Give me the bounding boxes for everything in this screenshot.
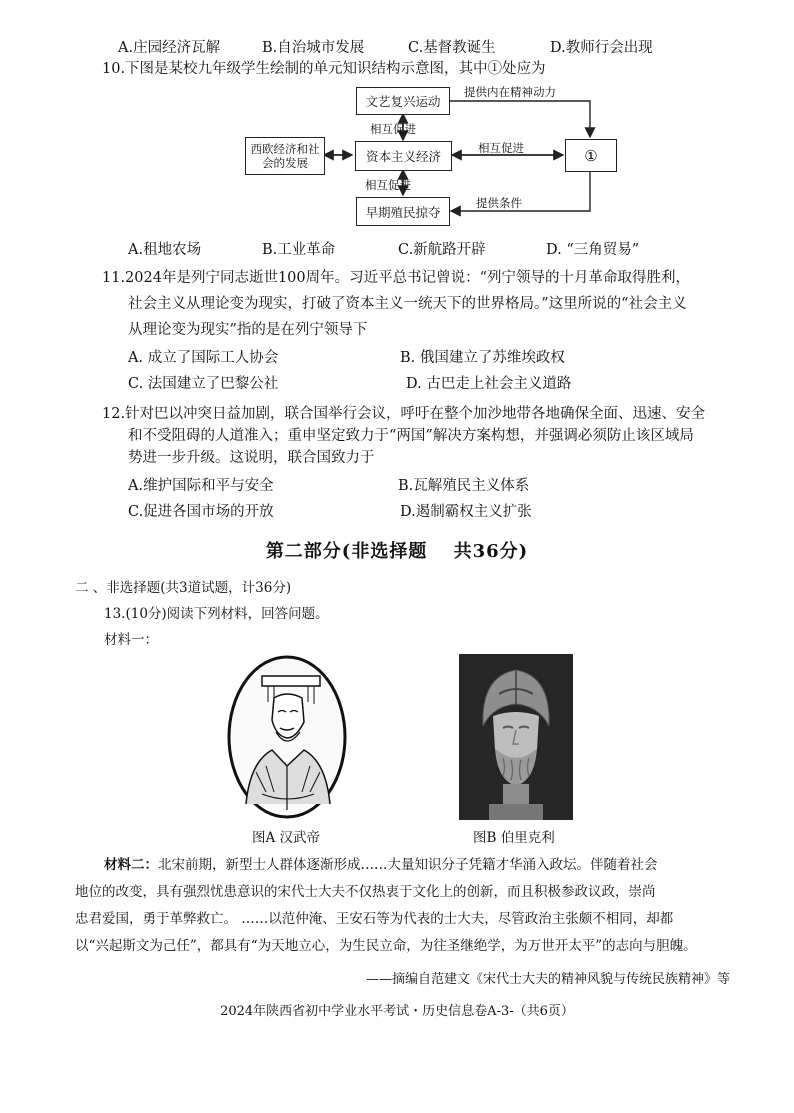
- material1-label: 材料一：: [104, 632, 158, 648]
- material2-line-4: 以“兴起斯文为己任”，都具有“为天地立心，为生民立命，为往圣继绝学，为万世开太平”的志向与胆魄。: [75, 938, 697, 954]
- material2-line-1: 北宋前期，新型士人群体逐渐形成……大量知识分子凭籍才华涌入政坛。伴随着社会: [158, 857, 658, 873]
- q11-option-a: A. 成立了国际工人协会: [128, 350, 279, 366]
- label-mutual-right: 相互促进: [478, 141, 524, 155]
- q12-option-b: B.瓦解殖民主义体系: [398, 478, 530, 494]
- q9-option-a: A.庄园经济瓦解: [118, 40, 221, 56]
- q9-option-d: D.教师行会出现: [550, 40, 653, 56]
- q11-line-1: 11.2024年是列宁同志逝世100周年。习近平总书记曾说：“列宁领导的十月革命取得胜利，: [102, 270, 691, 286]
- q12-line-3: 势进一步升级。这说明，联合国致力于: [128, 450, 375, 466]
- label-mutual-bottom: 相互促进: [365, 178, 411, 192]
- label-spirit: 提供内在精神动力: [464, 85, 556, 99]
- q10-option-c: C.新航路开辟: [398, 242, 486, 258]
- part2-title: 第二部分(非选择题 共36分): [265, 541, 529, 562]
- material2-first-line: [104, 853, 658, 878]
- q11-option-c: C. 法国建立了巴黎公社: [128, 376, 279, 392]
- q10-stem: 10.下图是某校九年级学生绘制的单元知识结构示意图，其中①处应为: [102, 61, 546, 77]
- han-wudi-image: [226, 654, 348, 820]
- caption-a: 图A 汉武帝: [252, 830, 321, 846]
- pericles-image: [459, 654, 573, 820]
- q13-stem: 13.(10分)阅读下列材料，回答问题。: [104, 606, 329, 622]
- material2-label: 材料二：: [104, 857, 158, 873]
- box-west-europe: 西欧经济和社会的发展: [245, 137, 325, 175]
- q9-option-b: B.自治城市发展: [262, 40, 365, 56]
- material2-line-3: 忠君爱国，勇于革弊救亡。 ……以范仲淹、王安石等为代表的士大夫，尽管政治主张颇不相同，却都: [75, 911, 674, 927]
- material2-line-2: 地位的改变，具有强烈忧患意识的宋代士大夫不仅热衷于文化上的创新，而且积极参政议政，崇尚: [75, 884, 656, 900]
- section-title: 二 、非选择题(共3道试题，计36分): [75, 580, 292, 596]
- q11-option-b: B. 俄国建立了苏维埃政权: [400, 350, 565, 366]
- q10-option-b: B.工业革命: [262, 242, 336, 258]
- q12-line-2: 和不受阻碍的人道准入；重申坚定致力于“两国”解决方案构想，并强调必须防止该区域局: [128, 428, 694, 444]
- q11-line-3: 从理论变为现实”指的是在列宁领导下: [128, 322, 368, 338]
- caption-b: 图B 伯里克利: [473, 830, 555, 846]
- box-answer-one: ①: [565, 139, 617, 172]
- label-condition: 提供条件: [476, 196, 522, 210]
- material2-source: ——摘编自范建文《宋代士大夫的精神风貌与传统民族精神》等: [365, 972, 730, 987]
- q12-option-c: C.促进各国市场的开放: [128, 504, 274, 520]
- box-colonial: 早期殖民掠夺: [356, 197, 450, 226]
- box-renaissance: 文艺复兴运动: [356, 87, 450, 115]
- label-mutual-top: 相互促进: [370, 122, 416, 136]
- q12-option-a: A.维护国际和平与安全: [128, 478, 274, 494]
- q11-line-2: 社会主义从理论变为现实，打破了资本主义一统天下的世界格局。”这里所说的“社会主义: [128, 296, 687, 312]
- box-capitalism: 资本主义经济: [355, 141, 452, 171]
- q12-line-1: 12.针对巴以冲突日益加剧，联合国举行会议，呼吁在整个加沙地带各地确保全面、迅速、安全: [102, 406, 706, 422]
- q12-option-d: D.遏制霸权主义扩张: [400, 504, 532, 520]
- q9-option-c: C.基督教诞生: [408, 40, 496, 56]
- q11-option-d: D. 古巴走上社会主义道路: [406, 376, 572, 392]
- arrow-spirit: [449, 101, 590, 137]
- page-footer: 2024年陕西省初中学业水平考试・历史信息卷A-3-（共6页）: [220, 1004, 574, 1019]
- q10-option-a: A.租地农场: [128, 242, 202, 258]
- q10-option-d: D. “三角贸易”: [546, 242, 640, 258]
